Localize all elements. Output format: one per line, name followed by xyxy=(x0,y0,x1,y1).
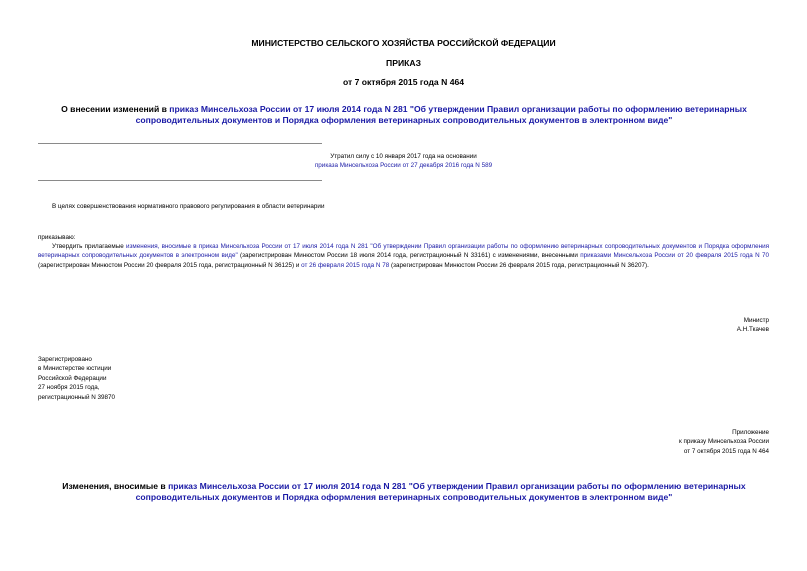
doc-date-number: от 7 октября 2015 года N 464 xyxy=(342,77,465,87)
paragraph-mid-2: (зарегистрирован Минюстом России 20 февраля 2015 года, регистрационный N 36125) и xyxy=(38,261,302,269)
order-word: приказываю: xyxy=(38,234,76,241)
registration-line: в Министерстве юстиции xyxy=(38,365,112,373)
title-prefix: О внесении изменений в xyxy=(61,104,170,114)
paragraph-start: Утвердить прилагаемые xyxy=(52,243,126,250)
title-link-order-281[interactable]: приказ Минсельхоза России от 17 июля 2014 года N 281 "Об утверждении Правил организации работы по оформлению ветеринарных сопроводительных документов и Порядка оформления ветеринарных сопроводительных документов в электронном виде" xyxy=(135,104,747,125)
document-title xyxy=(40,104,768,126)
paragraph-end: (зарегистрирован Минюстом России 26 февраля 2015 года, регистрационный N 36207). xyxy=(389,261,649,269)
appendix-block xyxy=(679,428,769,456)
divider-bottom xyxy=(38,180,322,181)
appendix-title xyxy=(40,481,768,503)
paragraph-link-order-70[interactable]: приказами Минсельхоза России от 20 февраля 2015 года N 70 xyxy=(580,252,769,260)
appendix-title-link[interactable]: приказ Минсельхоза России от 17 июля 2014 года N 281 "Об утверждении Правил организации работы по оформлению ветеринарных сопроводительных документов и Порядка оформления ветеринарных сопроводительных документов в электронном виде" xyxy=(135,481,746,502)
appendix-line: от 7 октября 2015 года N 464 xyxy=(683,447,769,455)
registration-line: 27 ноября 2015 года, xyxy=(38,384,100,392)
signature-block xyxy=(737,316,769,335)
status-note-line: Утратил силу с 10 января 2017 года на основании xyxy=(330,153,477,160)
appendix-line: Приложение xyxy=(732,429,769,436)
appendix-title-prefix: Изменения, вносимые в xyxy=(62,481,169,491)
registration-line: регистрационный N 39870 xyxy=(38,393,116,401)
status-note xyxy=(0,152,807,171)
divider-top xyxy=(38,143,322,144)
appendix-line: к приказу Минсельхоза России xyxy=(678,438,769,446)
registration-line: Российской Федерации xyxy=(38,374,107,382)
main-paragraph xyxy=(38,242,769,270)
status-note-link[interactable]: приказа Минсельхоза России от 27 декабря 2016 года N 589 xyxy=(314,162,493,170)
registration-line: Зарегистрировано xyxy=(38,356,92,363)
doc-type-heading: ПРИКАЗ xyxy=(386,58,421,68)
ministry-heading: МИНИСТЕРСТВО СЕЛЬСКОГО ХОЗЯЙСТВА РОССИЙСКОЙ ФЕДЕРАЦИИ xyxy=(251,38,556,48)
paragraph-mid-1: (зарегистрирован Минюстом России 18 июля 2014 года, регистрационный N 33161) с изменениями, внесенными xyxy=(237,252,581,260)
signature-position: Министр xyxy=(743,317,769,324)
purpose-text: В целях совершенствования нормативного правового регулирования в области ветеринарии xyxy=(52,203,325,210)
paragraph-link-changes[interactable]: изменения, вносимые в приказ Минсельхоза России от 17 июля 2014 года N 281 "Об утверждении Правил организации работы по оформлению ветеринарных сопроводительных документов и Порядка оформления ветеринарных сопроводительных документов в электронном виде" xyxy=(38,243,770,260)
registration-block xyxy=(38,355,115,402)
signature-name: А.Н.Ткачев xyxy=(736,326,769,334)
paragraph-link-order-78[interactable]: от 26 февраля 2015 года N 78 xyxy=(301,261,390,269)
